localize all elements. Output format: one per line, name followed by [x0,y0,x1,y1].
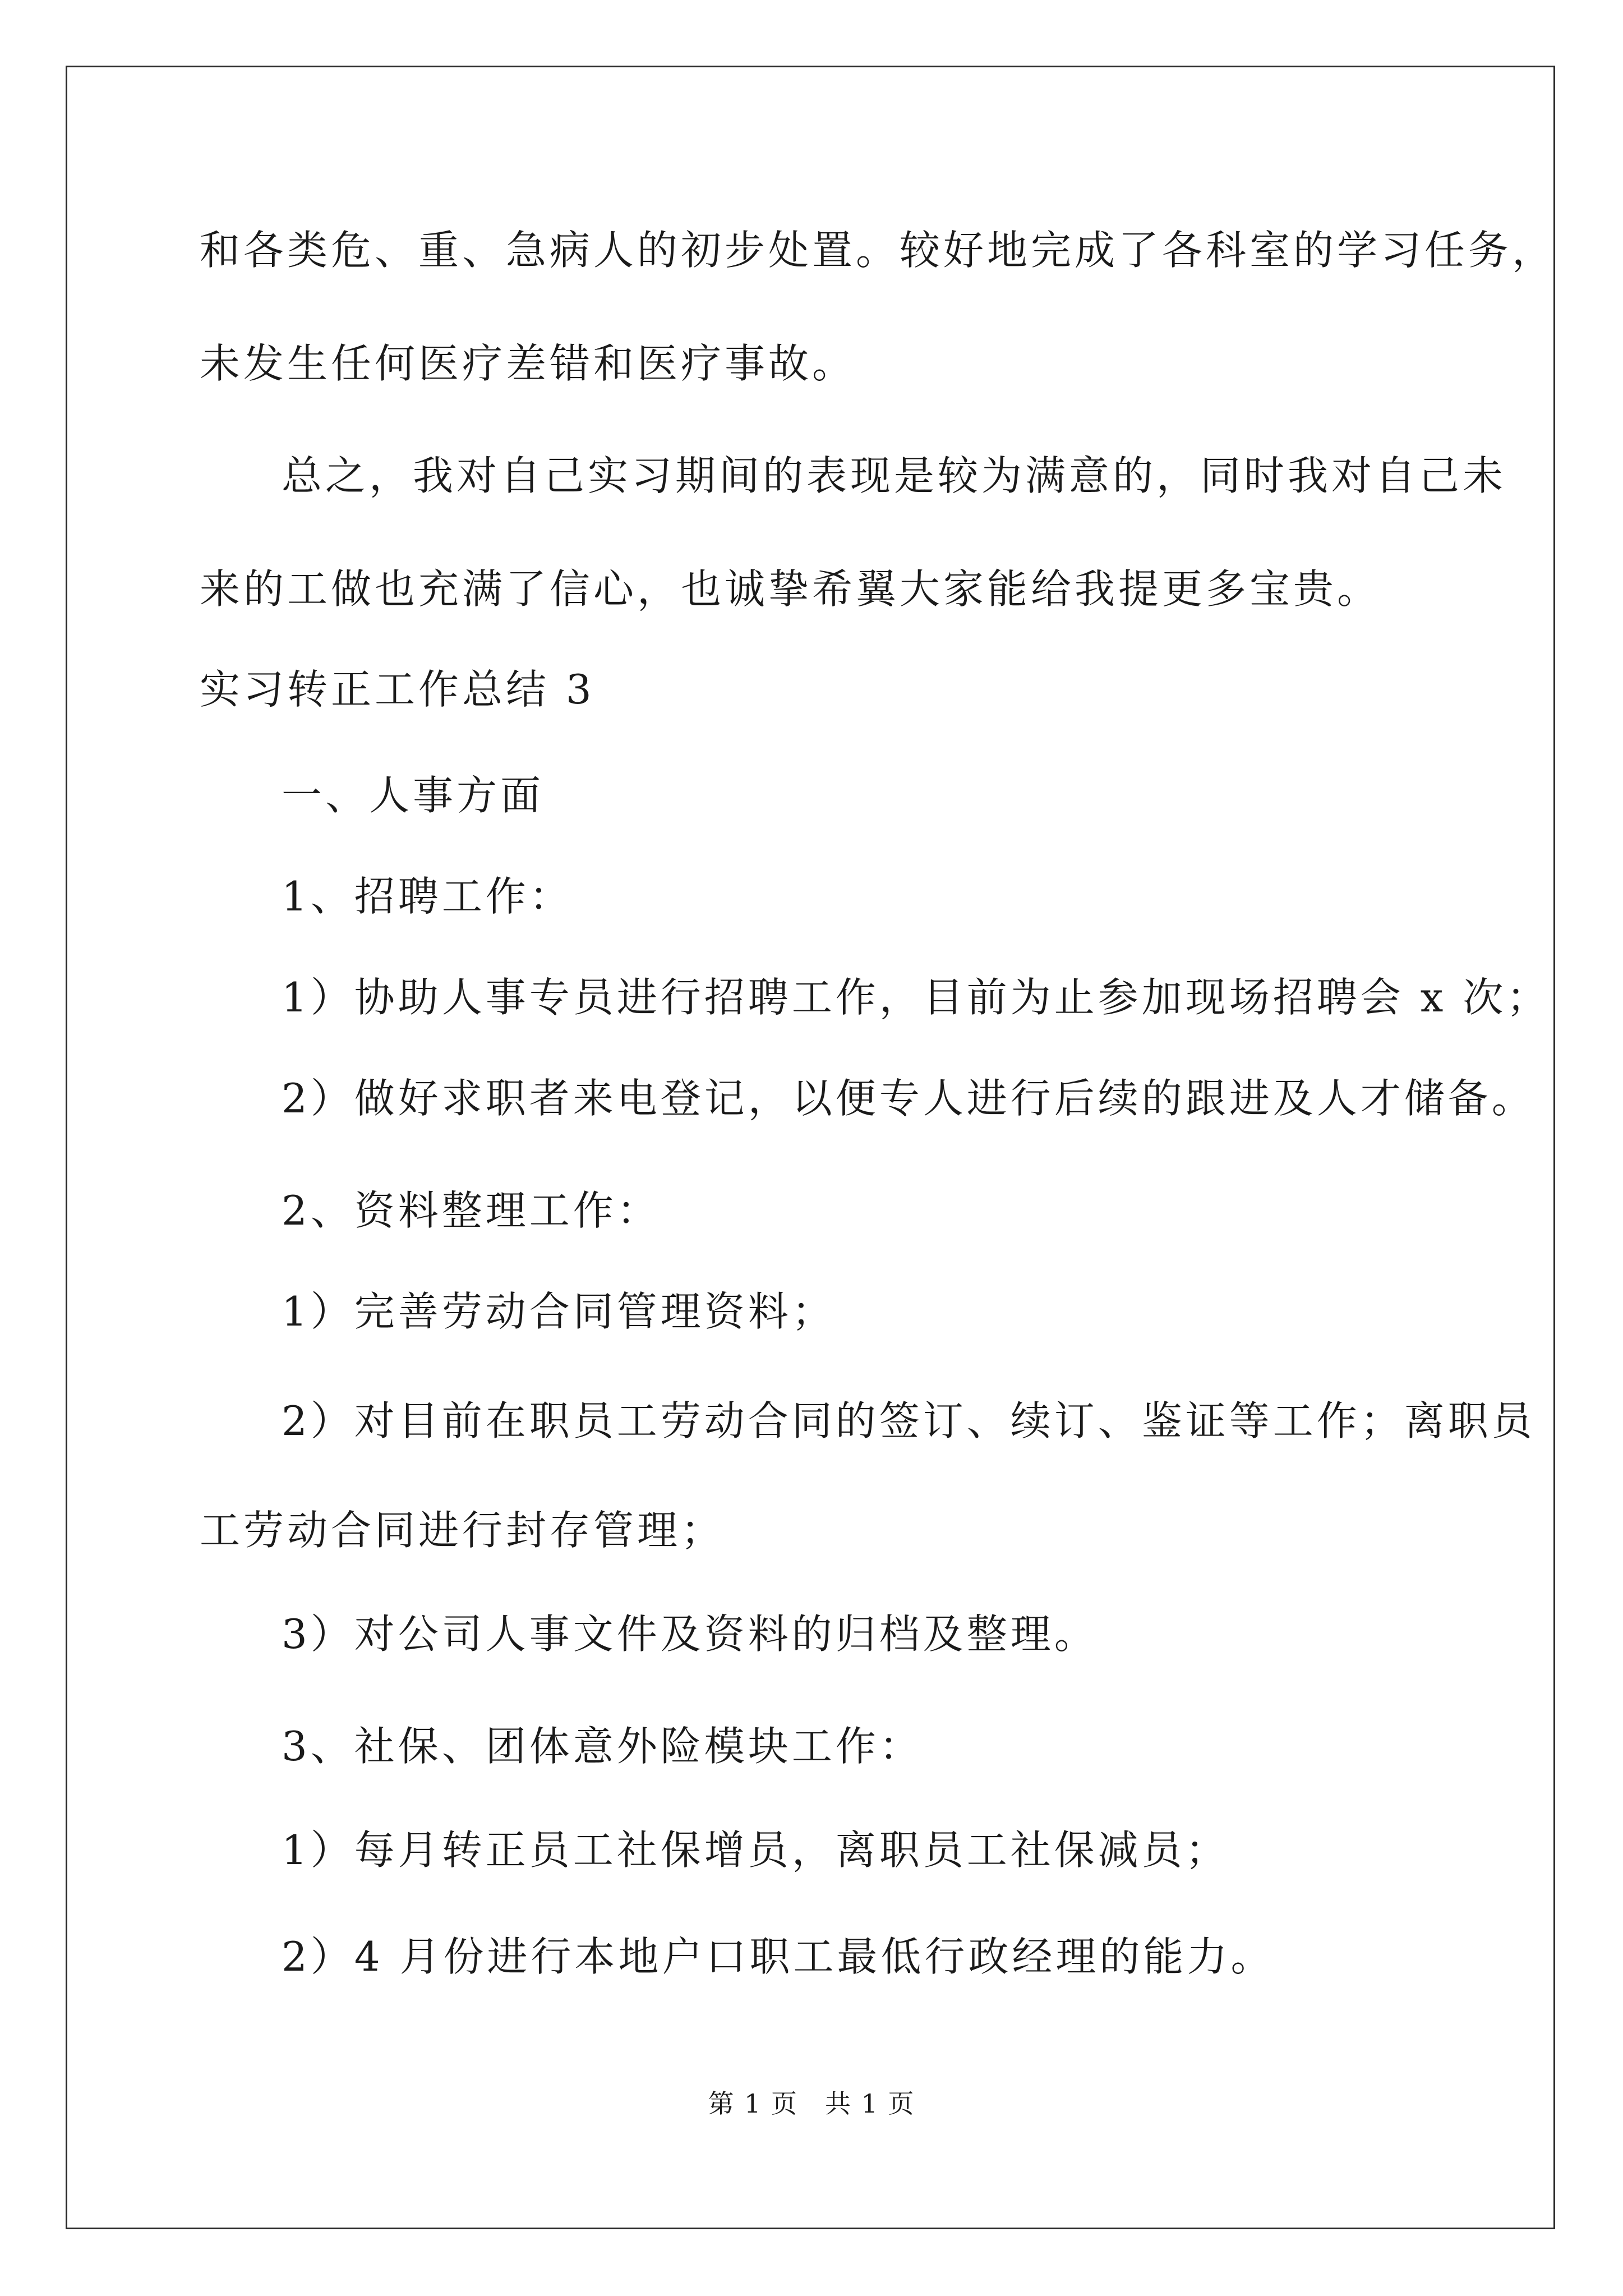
list-heading: 2、资料整理工作： [282,1187,661,1234]
list-heading: 1、招聘工作： [282,873,573,920]
paragraph-line: 总之，我对自己实习期间的表现是较为满意的，同时我对自己未 [282,452,1507,499]
list-heading: 3、社保、团体意外险模块工作： [282,1723,923,1770]
list-item: 2）4 月份进行本地户口职工最低行政经理的能力。 [282,1933,1275,1980]
subsection-heading: 一、人事方面 [282,772,545,819]
page-number-footer: 第 1 页 共 1 页 [708,2088,915,2119]
paragraph-line: 未发生任何医疗差错和医疗事故。 [200,340,856,387]
list-item: 2）对目前在职员工劳动合同的签订、续订、鉴证等工作；离职员 [282,1397,1536,1444]
list-item: 1）每月转正员工社保增员，离职员工社保减员； [282,1826,1229,1874]
list-item: 1）协助人事专员进行招聘工作，目前为止参加现场招聘会 x 次； [282,974,1551,1021]
list-item-continuation: 工劳动合同进行封存管理； [200,1507,725,1554]
paragraph-line: 来的工做也充满了信心，也诚挚希翼大家能给我提更多宝贵。 [200,565,1381,613]
paragraph-line: 和各类危、重、急病人的初步处置。较好地完成了各科室的学习任务， [200,227,1556,274]
list-item: 3）对公司人事文件及资料的归档及整理。 [282,1611,1098,1658]
list-item: 1）完善劳动合同管理资料； [282,1288,836,1335]
list-item: 2）做好求职者来电登记，以便专人进行后续的跟进及人才储备。 [282,1075,1536,1122]
section-heading: 实习转正工作总结 3 [200,666,595,713]
